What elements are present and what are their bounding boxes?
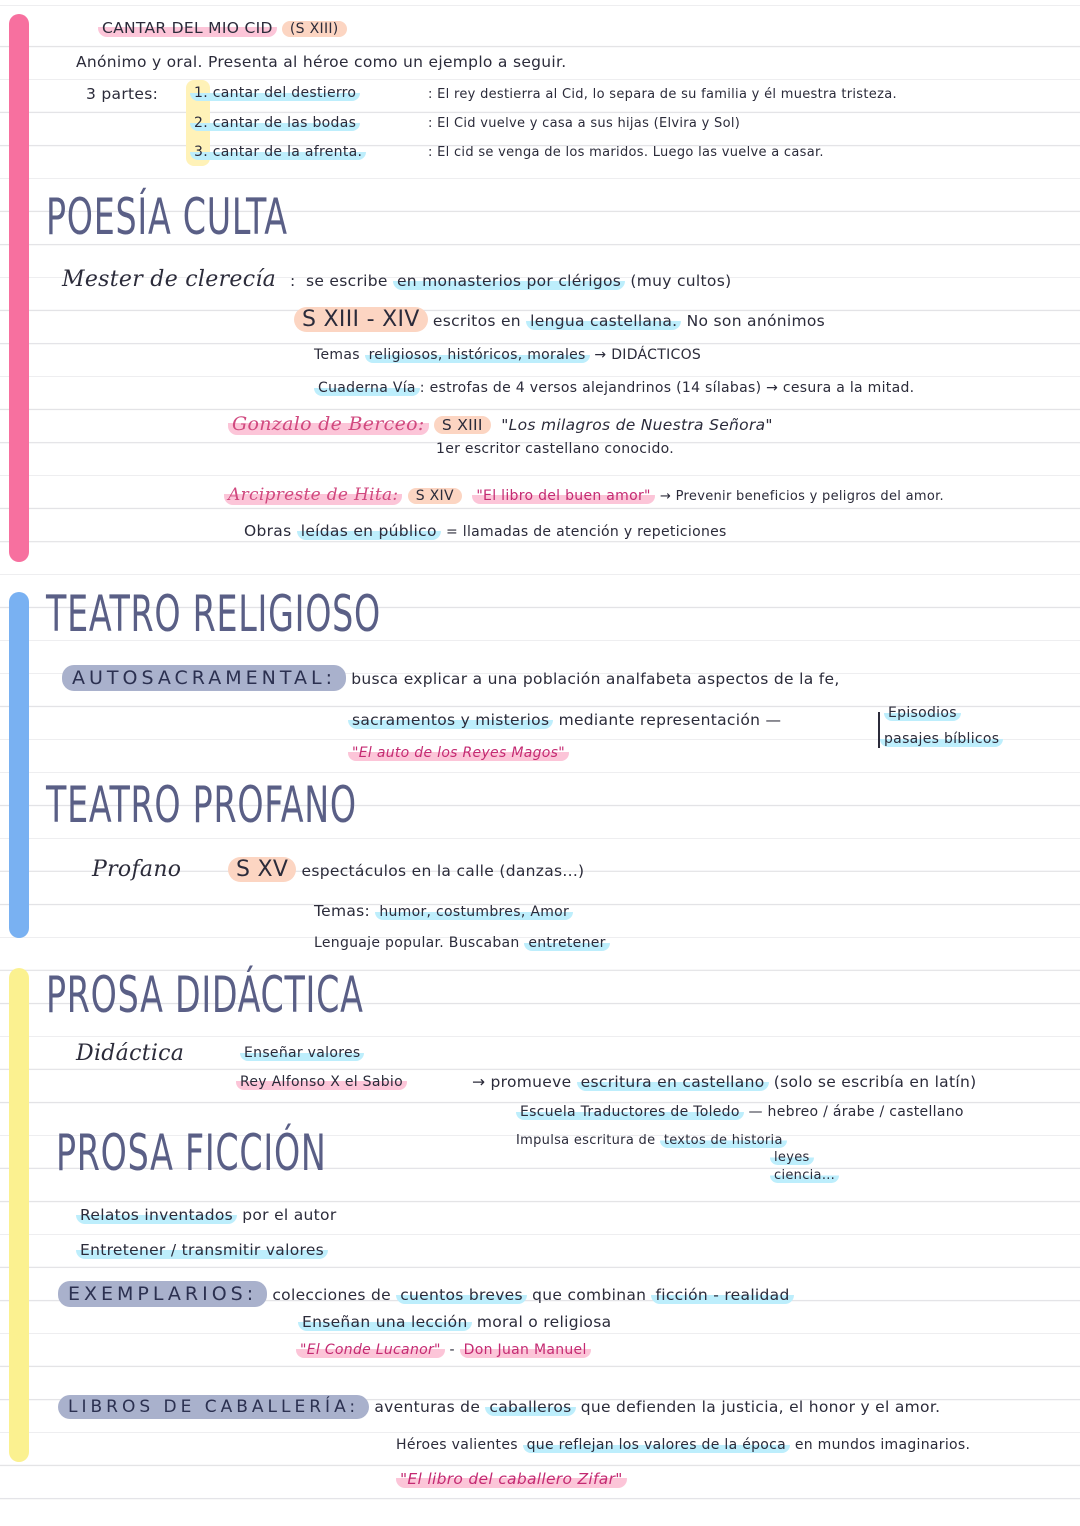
profano-century-line: S XV espectáculos en la calle (danzas...) bbox=[228, 858, 584, 882]
cantar-part-3: 3. cantar de la afrenta. bbox=[190, 145, 366, 160]
entretener-line: Entretener / transmitir valores bbox=[76, 1242, 328, 1259]
pasajes: pasajes bíblicos bbox=[880, 732, 1003, 747]
mester-label: Mester de clerecía bbox=[62, 267, 277, 292]
section-bar-yellow bbox=[9, 968, 29, 1462]
prosa-didactica-title: PROSA DIDÁCTICA bbox=[46, 966, 364, 1024]
episodios: Episodios bbox=[884, 706, 961, 721]
profano-temas: Temas: humor, costumbres, Amor bbox=[314, 903, 573, 920]
cantar-century: (S XIII) bbox=[282, 21, 347, 37]
impulsa-line: Impulsa escritura de textos de historia bbox=[516, 1134, 787, 1148]
conde-line: "El Conde Lucanor" - Don Juan Manuel bbox=[296, 1343, 591, 1358]
obras-line: Obras leídas en público = llamadas de atención y repeticiones bbox=[244, 522, 727, 540]
ensenan-line: Enseñan una lección moral o religiosa bbox=[298, 1314, 611, 1331]
heroes-line: Héroes valientes que reflejan los valores de la época en mundos imaginarios. bbox=[396, 1437, 971, 1453]
cantar-title: CANTAR DEL MIO CID bbox=[98, 19, 277, 37]
poesia-century-line: S XIII - XIV escritos en lengua castellana. No son anónimos bbox=[294, 308, 825, 332]
ciencia: ciencia... bbox=[770, 1169, 839, 1183]
relatos-line: Relatos inventados por el autor bbox=[76, 1207, 337, 1224]
gonzalo-note: 1er escritor castellano conocido. bbox=[436, 441, 675, 457]
cantar-part-2: 2. cantar de las bodas bbox=[190, 116, 360, 131]
auto-work: "El auto de los Reyes Magos" bbox=[348, 746, 569, 761]
sacramentos-line: sacramentos y misterios mediante representación — bbox=[348, 712, 781, 729]
arcipreste-line: Arcipreste de Hita: S XIV "El libro del buen amor" → Prevenir beneficios y peligros del amor. bbox=[224, 486, 944, 505]
escuela-line: Escuela Traductores de Toledo — hebreo / árabe / castellano bbox=[516, 1105, 964, 1120]
cantar-part-1: 1. cantar del destierro bbox=[190, 86, 360, 101]
cantar-part-1-desc: : El rey destierra al Cid, lo separa de su familia y él muestra tristeza. bbox=[428, 87, 897, 102]
section-bar-blue bbox=[9, 592, 29, 938]
cantar-part-3-desc: : El cid se venga de los maridos. Luego las vuelve a casar. bbox=[428, 145, 824, 160]
gonzalo-line: Gonzalo de Berceo: S XIII "Los milagros de Nuestra Señora" bbox=[228, 414, 773, 435]
mester-desc: : se escribe en monasterios por clérigos (muy cultos) bbox=[290, 272, 732, 290]
auto-line: AUTOSACRAMENTAL: busca explicar a una población analfabeta aspectos de la fe, bbox=[62, 668, 840, 689]
poesia-cuaderna: Cuaderna Vía : estrofas de 4 versos alejandrinos (14 sílabas) → cesura a la mitad. bbox=[314, 381, 914, 396]
leyes: leyes bbox=[770, 1151, 814, 1165]
cantar-part-2-desc: : El Cid vuelve y casa a sus hijas (Elvira y Sol) bbox=[428, 116, 741, 131]
cantar-intro: Anónimo y oral. Presenta al héroe como un ejemplo a seguir. bbox=[76, 53, 567, 71]
promueve-line: → promueve escritura en castellano (solo se escribía en latín) bbox=[472, 1073, 977, 1091]
poesia-title: POESÍA CULTA bbox=[46, 188, 288, 246]
libros-line: LIBROS DE CABALLERÍA: aventuras de caballeros que defienden la justicia, el honor y el amor. bbox=[58, 1398, 940, 1417]
prosa-ficcion-title: PROSA FICCIÓN bbox=[56, 1124, 327, 1182]
cantar-heading bbox=[98, 20, 347, 37]
profano-lenguaje: Lenguaje popular. Buscaban entretener bbox=[314, 936, 610, 951]
teatro-profano-title: TEATRO PROFANO bbox=[46, 776, 357, 834]
cantar-parts-label: 3 partes: bbox=[86, 85, 159, 103]
zifar-line: "El libro del caballero Zifar" bbox=[396, 1471, 627, 1488]
poesia-temas: Temas religiosos, históricos, morales → DIDÁCTICOS bbox=[314, 347, 702, 363]
profano-label: Profano bbox=[92, 857, 182, 882]
section-bar-pink bbox=[9, 14, 29, 562]
ensenar: Enseñar valores bbox=[240, 1046, 364, 1061]
teatro-religioso-title: TEATRO RELIGIOSO bbox=[46, 585, 381, 643]
exemplarios-line: EXEMPLARIOS: colecciones de cuentos breves que combinan ficción - realidad bbox=[58, 1284, 794, 1305]
didactica-label: Didáctica bbox=[76, 1041, 185, 1066]
rey-alfonso: Rey Alfonso X el Sabio bbox=[236, 1075, 407, 1090]
